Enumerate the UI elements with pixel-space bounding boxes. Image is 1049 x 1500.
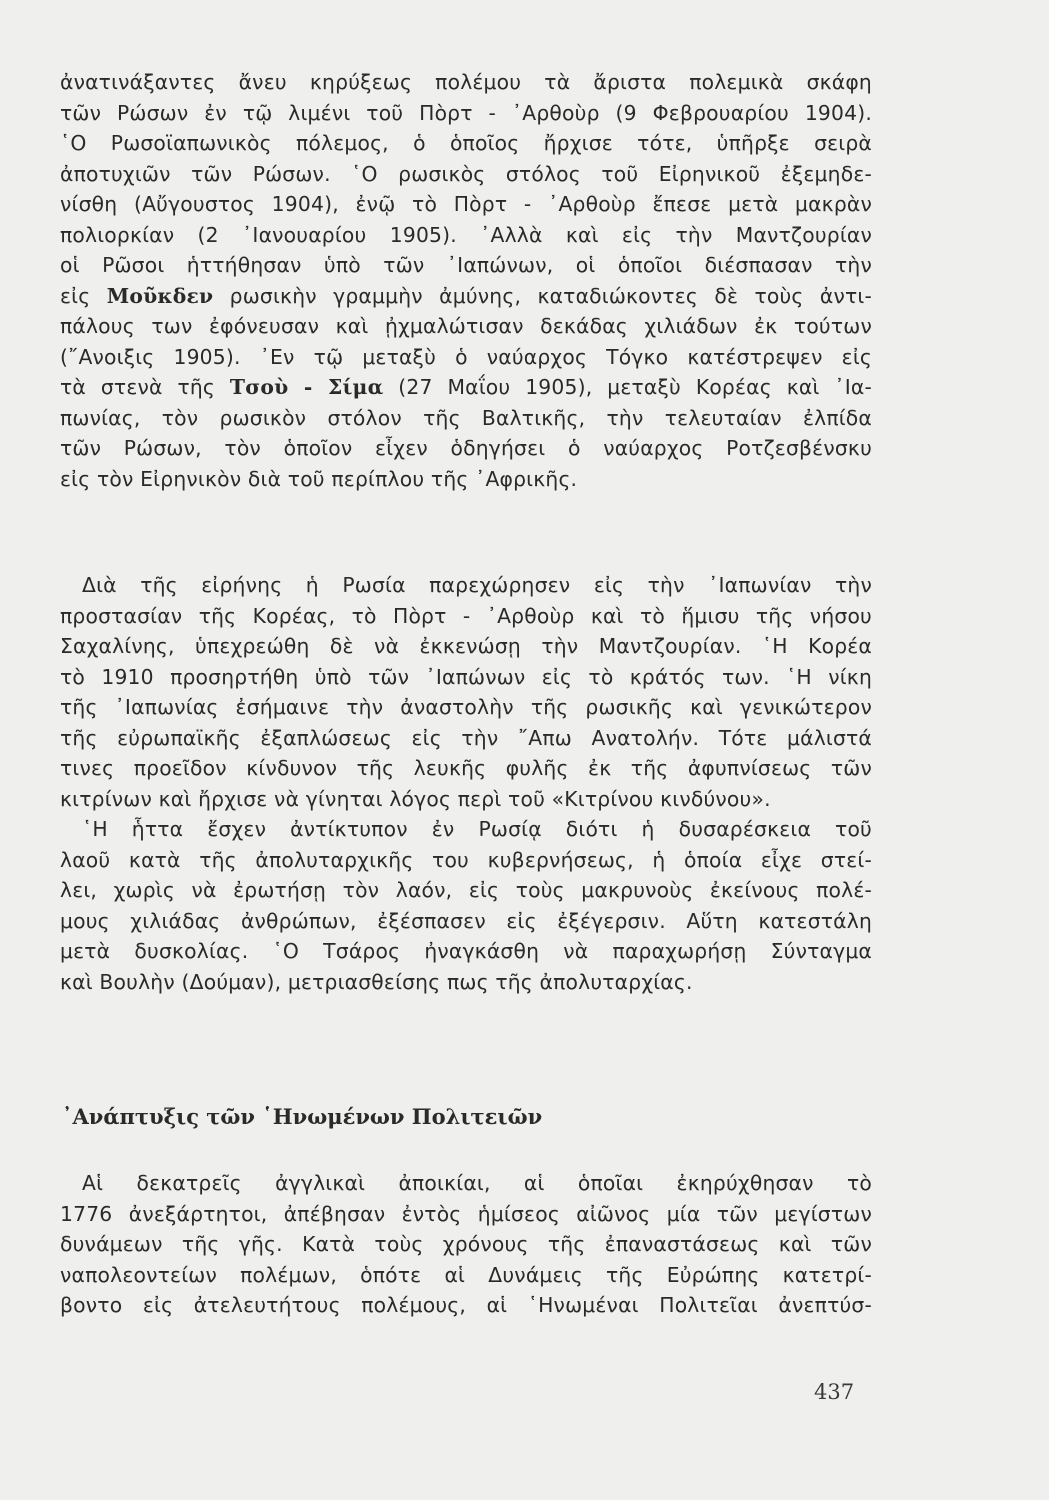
text-line: Σαχαλίνης, ὑπεχρεώθη δὲ νὰ ἐκκενώσῃ τὴν Μαντζουρίαν. ῾Η Κορέα [60,634,872,658]
text-line: μους χιλιάδας ἀνθρώπων, ἐξέσπασεν εἰς ἐξέγερσιν. Αὕτη κατεστάλη [60,908,872,933]
text-line: (῎Ανοιξις 1905). ᾿Εν τῷ μεταξὺ ὁ ναύαρχος Τόγκο κατέστρεψεν εἰς [60,344,872,369]
text-line: ναπολεοντείων πολέμων, ὁπότε αἱ Δυνάμεις τῆς Εὐρώπης κατετρί- [60,1262,872,1287]
text-line: ἀποτυχιῶν τῶν Ρώσων. ῾Ο ρωσικὸς στόλος τοῦ Εἰρηνικοῦ ἐξεμηδε- [60,161,872,186]
text-line: καὶ Βουλὴν (Δούμαν), μετριασθείσης πως τῆς ἀπολυταρχίας. [60,969,693,994]
text-line: προστασίαν τῆς Κορέας, τὸ Πὸρτ - ᾿Αρθοὺρ καὶ τὸ ἥμισυ τῆς νήσου [60,603,872,628]
text-line: λαοῦ κατὰ τῆς ἀπολυταρχικῆς του κυβερνήσεως, ἡ ὁποία εἶχε στεί- [60,847,872,872]
text-line: τῆς εὐρωπαϊκῆς ἐξαπλώσεως εἰς τὴν ῎Απω Ανατολήν. Τότε μάλιστά [60,725,872,750]
text-fragment: ρωσικὴν γραμμὴν ἀμύνης, καταδιώκοντες δὲ τοὺς ἀντι- [213,283,872,308]
paragraph-revolution [60,814,872,997]
text-line: λει, χωρὶς νὰ ἐρωτήσῃ τὸν λαόν, εἰς τοὺς μακρυνοὺς ἐκείνους πολέ- [60,878,872,902]
text-line: τῶν Ρώσων ἐν τῷ λιμένι τοῦ Πὸρτ - ᾿Αρθοὺρ (9 Φεβρουαρίου 1904). [60,100,872,125]
text-line: τῆς ᾿Ιαπωνίας ἐσήμαινε τὴν ἀναστολὴν τῆς ρωσικῆς καὶ γενικώτερον [60,695,872,719]
text-line: τινες προεῖδον κίνδυνον τῆς λευκῆς φυλῆς ἐκ τῆς ἀφυπνίσεως τῶν [60,756,872,780]
text-line: πάλους των ἐφόνευσαν καὶ ᾐχμαλώτισαν δεκάδας χιλιάδων ἐκ τούτων [60,314,872,338]
text-line: μετὰ δυσκολίας. ῾Ο Τσάρος ἠναγκάσθη νὰ παραχωρήσῃ Σύνταγμα [60,939,872,963]
text-line: ῾Η ἧττα ἔσχεν ἀντίκτυπον ἐν Ρωσίᾳ διότι ἡ δυσαρέσκεια τοῦ [82,817,872,841]
text-line: νίσθη (Αὔγουστος 1904), ἐνῷ τὸ Πὸρτ - ᾿Αρθοὺρ ἔπεσε μετὰ μακρὰν [60,192,872,216]
text-line: πολιορκίαν (2 ᾿Ιανουαρίου 1905). ᾿Αλλὰ καὶ εἰς τὴν Μαντζουρίαν [60,222,872,247]
text-fragment: εἰς [60,283,107,308]
place-name-tsushima: Τσοὺ - Σίμα [229,375,384,399]
text-line [60,281,872,312]
page-number: 437 [814,1380,855,1404]
text-fragment: (27 Μαΐου 1905), μεταξὺ Κορέας καὶ ᾿Ια- [383,375,872,399]
text-line: πωνίας, τὸν ρωσικὸν στόλον τῆς Βαλτικῆς, τὴν τελευταίαν ἐλπίδα [60,405,872,430]
paragraph-russo-japanese-war [60,67,872,494]
paragraph-peace-treaty [60,570,872,814]
text-line: 1776 ἀνεξάρτητοι, ἀπέβησαν ἐντὸς ἡμίσεος αἰῶνος μία τῶν μεγίστων [60,1201,872,1226]
text-line: βοντο εἰς ἀτελευτήτους πολέμους, αἱ ῾Ηνωμέναι Πολιτεῖαι ἀνεπτύσ- [60,1293,872,1317]
text-line: δυνάμεων τῆς γῆς. Κατὰ τοὺς χρόνους τῆς ἐπαναστάσεως καὶ τῶν [60,1232,872,1256]
text-line [60,372,872,403]
text-line: ῾Ο Ρωσοϊαπωνικὸς πόλεμος, ὁ ὁποῖος ἤρχισε τότε, ὑπῆρξε σειρὰ [60,131,872,155]
text-line: εἰς τὸν Εἰρηνικὸν διὰ τοῦ περίπλου τῆς ᾿Αφρικῆς. [60,466,578,491]
text-line: Διὰ τῆς εἰρήνης ἡ Ρωσία παρεχώρησεν εἰς τὴν ᾿Ιαπωνίαν τὴν [82,573,872,597]
text-line: Αἱ δεκατρεῖς ἀγγλικαὶ ἀποικίαι, αἱ ὁποῖαι ἐκηρύχθησαν τὸ [82,1171,872,1195]
place-name-mukden: Μοῦκδεν [106,283,214,308]
text-line: ἀνατινάξαντες ἄνευ κηρύξεως πολέμου τὰ ἄριστα πολεμικὰ σκάφη [60,70,872,94]
section-heading: ᾿Ανάπτυξις τῶν ῾Ηνωμένων Πολιτειῶν [62,1104,543,1129]
text-line: κιτρίνων καὶ ἤρχισε νὰ γίνηται λόγος περὶ τοῦ «Κιτρίνου κινδύνου». [60,786,771,811]
paragraph-united-states [60,1168,872,1321]
text-fragment: τὰ στενὰ τῆς [60,375,230,399]
text-line: τῶν Ρώσων, τὸν ὁποῖον εἶχεν ὁδηγήσει ὁ ναύαρχος Ροτζεσβένσκυ [60,436,872,460]
text-line: τὸ 1910 προσηρτήθη ὑπὸ τῶν ᾿Ιαπώνων εἰς τὸ κράτός των. ῾Η νίκη [60,664,872,689]
text-line: οἱ Ρῶσοι ἡττήθησαν ὑπὸ τῶν ᾿Ιαπώνων, οἱ ὁποῖοι διέσπασαν τὴν [60,253,872,277]
